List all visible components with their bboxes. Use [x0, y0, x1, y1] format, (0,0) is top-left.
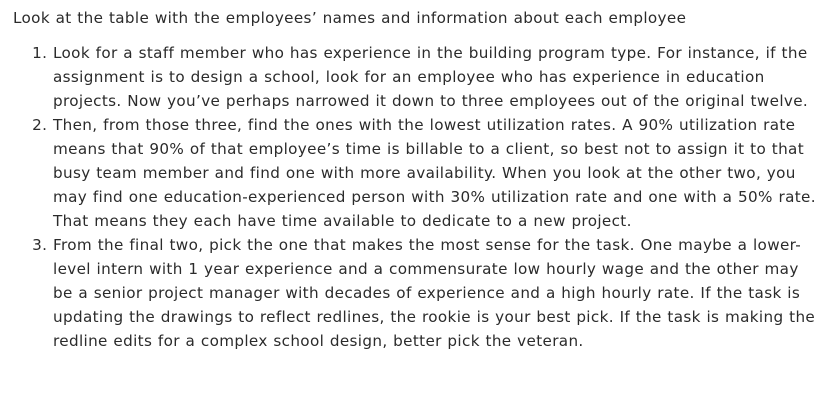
steps-list	[13, 41, 822, 353]
intro-paragraph: Look at the table with the employees’ names and information about each employee	[13, 9, 687, 27]
step-item-1: 1. Look for a staff member who has experience in the building program type. For instance, if the assignment is to design a school, look for an employee who has experience in education projects. Now you’ve perhaps narrowed it down to three employees out of the original twelve.	[53, 41, 822, 113]
step-item-2: 2. Then, from those three, find the ones with the lowest utilization rates. A 90% utilization rate means that 90% of that employee’s time is billable to a client, so best not to assign it to that busy team member and find one with more availability. When you look at the other two, you may find one education-experienced person with 30% utilization rate and one with a 50% rate. That means they each have time available to dedicate to a new project.	[53, 113, 822, 233]
step-item-3: 3. From the final two, pick the one that makes the most sense for the task. One maybe a lower-level intern with 1 year experience and a commensurate low hourly wage and the other may be a senior project manager with decades of experience and a high hourly rate. If the task is updating the drawings to reflect redlines, the rookie is your best pick. If the task is making the redline edits for a complex school design, better pick the veteran.	[53, 233, 822, 353]
